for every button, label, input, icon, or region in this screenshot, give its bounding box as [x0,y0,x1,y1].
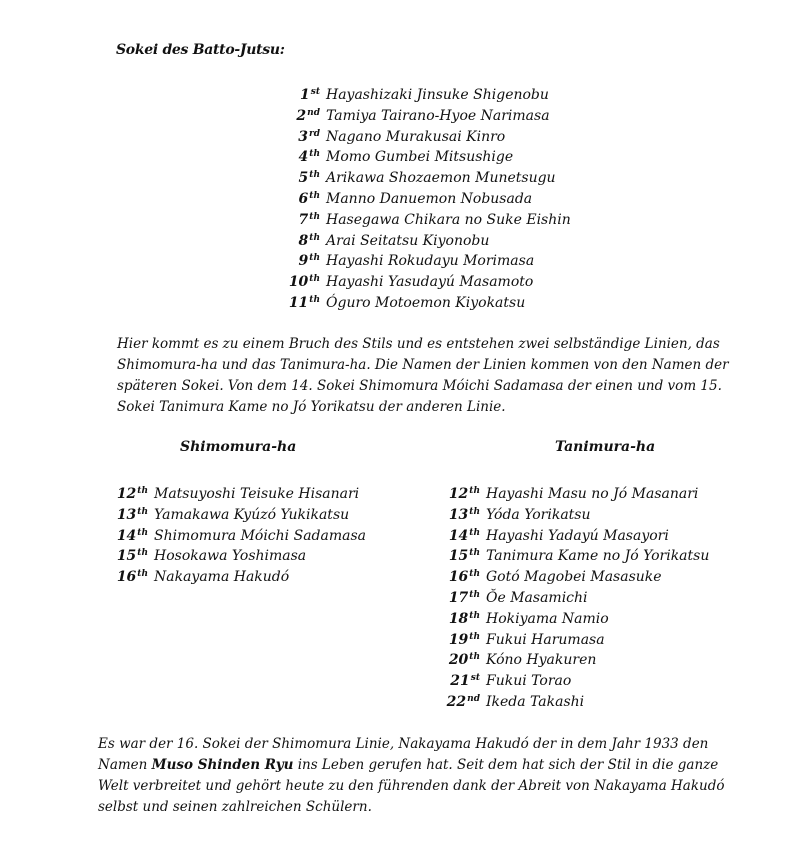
lineage-entry [280,103,571,124]
lineage-entry [440,523,709,544]
lineage-entry [440,481,709,502]
sokei-name: Yóda Yorikatsu [486,506,591,523]
sokei-name: Nakayama Hakudó [154,569,290,586]
ordinal-number: 15 [448,548,469,565]
lineage-entry [440,543,709,564]
ordinal-number: 8 [298,232,309,249]
tanimura-list [440,481,709,710]
lineage-entry [280,228,571,249]
ordinal-number: 16 [116,569,137,586]
ordinal-number: 9 [298,253,309,270]
lineage-entry [440,627,709,648]
entry-ordinal [440,689,480,713]
lineage-entry [280,186,571,207]
ordinal-number: 12 [116,486,137,502]
ordinal-suffix: th [469,527,480,538]
sokei-name: Gotó Magobei Masasuke [486,569,662,586]
lineage-entry [112,502,366,523]
sokei-name: Hayashi Yasudayú Masamoto [326,274,534,291]
lineage-entry [112,543,366,564]
sokei-name: Fukui Harumasa [486,631,605,648]
sokei-name: Hayashi Masu no Jó Masanari [486,486,699,502]
sokei-name: Arai Seitatsu Kiyonobu [326,232,490,249]
ordinal-suffix: th [309,190,320,201]
lineage-entry [440,689,709,710]
sokei-name: Arikawa Shozaemon Munetsugu [326,170,556,187]
sokei-list [280,82,571,311]
ordinal-number: 13 [448,506,469,523]
sokei-name: Nagano Murakusai Kinro [326,128,506,145]
ordinal-suffix: th [137,548,148,559]
lineage-entry [440,502,709,523]
ordinal-number: 20 [448,652,469,669]
sokei-name: Hosokawa Yoshimasa [154,548,307,565]
ordinal-suffix: th [469,486,480,496]
sokei-name: Manno Danuemon Nobusada [326,190,533,207]
ordinal-suffix: th [137,506,148,517]
sokei-name: Kóno Hyakuren [486,652,597,669]
sokei-name: Óguro Motoemon Kiyokatsu [326,294,526,311]
document-title: Sokei des Batto-Jutsu: [116,42,285,58]
ordinal-suffix: nd [307,107,320,118]
ordinal-suffix: th [309,294,320,305]
sokei-name: Ikeda Takashi [486,693,585,710]
ordinal-number: 6 [298,190,309,207]
ordinal-suffix: th [469,631,480,642]
lineage-entry [280,248,571,269]
lineage-entry [280,144,571,165]
ordinal-suffix: th [309,170,320,181]
ordinal-suffix: th [137,527,148,538]
ordinal-number: 13 [116,506,137,523]
style-name-bold: Muso Shinden Ryu [151,757,294,773]
lineage-entry [280,207,571,228]
ordinal-number: 15 [116,548,137,565]
ordinal-number: 22 [446,693,467,710]
sokei-name: Momo Gumbei Mitsushige [326,149,514,166]
ordinal-suffix: th [469,589,480,600]
ordinal-suffix: th [309,149,320,160]
ordinal-suffix: rd [308,128,320,139]
ordinal-number: 21 [450,673,470,690]
sokei-name: Hayashi Rokudayu Morimasa [326,253,535,270]
ordinal-suffix: st [470,673,480,684]
ordinal-number: 18 [448,610,469,627]
sokei-name: Tamiya Tairano-Hyoe Narimasa [326,107,550,124]
paragraph2-text-before: Es war der 16. Sokei der Shimomura Linie, Nakayama Hakudó der in dem Jahr 1933 den Namen [98,736,709,773]
shimomura-heading: Shimomura-ha [180,439,297,455]
sokei-name: Hayashizaki Jinsuke Shigenobu [326,87,549,103]
ordinal-number: 1 [300,87,310,103]
ordinal-number: 2 [296,107,307,124]
ordinal-number: 5 [298,170,309,187]
ordinal-number: 4 [298,149,309,166]
sokei-name: Ŏe Masamichi [486,589,588,606]
ordinal-number: 7 [298,211,309,228]
ordinal-number: 3 [298,128,308,145]
ordinal-suffix: th [137,486,148,496]
ordinal-suffix: th [469,569,480,580]
lineage-entry [280,165,571,186]
paragraph-muso-shinden-ryu [98,734,738,818]
ordinal-suffix: th [469,506,480,517]
ordinal-suffix: th [309,253,320,264]
ordinal-suffix: th [137,569,148,580]
sokei-name: Fukui Torao [486,673,572,690]
ordinal-suffix: th [309,211,320,222]
sokei-name: Shimomura Móichi Sadamasa [154,527,366,544]
shimomura-list [112,481,366,585]
lineage-entry [440,606,709,627]
ordinal-suffix: th [469,652,480,663]
lineage-entry [112,481,366,502]
paragraph-lineage-split: Hier kommt es zu einem Bruch des Stils und es entstehen zwei selbständige Linien, das Shimomura-ha und das Tanimura-ha. Die Namen der Linien kommen von den Namen der späteren Sokei. Von dem 14. Sokei Shimomura Móichi Sadamasa der einen und vom 15. Sokei Tanimura Kame no Jó Yorikatsu der anderen Linie. [117,336,729,415]
sokei-name: Yamakawa Kyúzó Yukikatsu [154,506,350,523]
lineage-entry [280,290,571,311]
ordinal-number: 17 [448,589,469,606]
lineage-entry [440,564,709,585]
ordinal-suffix: st [310,87,320,97]
lineage-entry [440,647,709,668]
lineage-entry [280,124,571,145]
sokei-name: Hasegawa Chikara no Suke Eishin [326,211,571,228]
entry-ordinal [280,290,320,314]
ordinal-suffix: th [309,232,320,243]
ordinal-number: 19 [448,631,469,648]
sokei-name: Matsuyoshi Teisuke Hisanari [154,486,360,502]
paragraph2-text-after: ins Leben gerufen hat. Seit dem hat sich der Stil in die ganze Welt verbreitet und gehört heute zu den führenden dank der Abreit von Nakayama Hakudó selbst und seinen zahlreichen Schülern. [98,757,725,815]
sokei-name: Tanimura Kame no Jó Yorikatsu [486,548,710,565]
entry-ordinal [112,564,148,588]
lineage-entry [112,564,366,585]
lineage-entry [440,668,709,689]
tanimura-heading: Tanimura-ha [555,439,656,455]
ordinal-number: 14 [448,527,469,544]
ordinal-suffix: nd [467,693,480,704]
sokei-name: Hayashi Yadayú Masayori [486,527,669,544]
ordinal-number: 10 [288,274,309,291]
ordinal-number: 12 [448,486,469,502]
ordinal-number: 16 [448,569,469,586]
sokei-name: Hokiyama Namio [486,610,609,627]
ordinal-number: 11 [288,294,309,311]
ordinal-suffix: th [309,274,320,285]
lineage-entry [440,585,709,606]
ordinal-suffix: th [469,548,480,559]
lineage-entry [280,269,571,290]
lineage-entry [112,523,366,544]
ordinal-number: 14 [116,527,137,544]
lineage-entry [280,82,571,103]
ordinal-suffix: th [469,610,480,621]
